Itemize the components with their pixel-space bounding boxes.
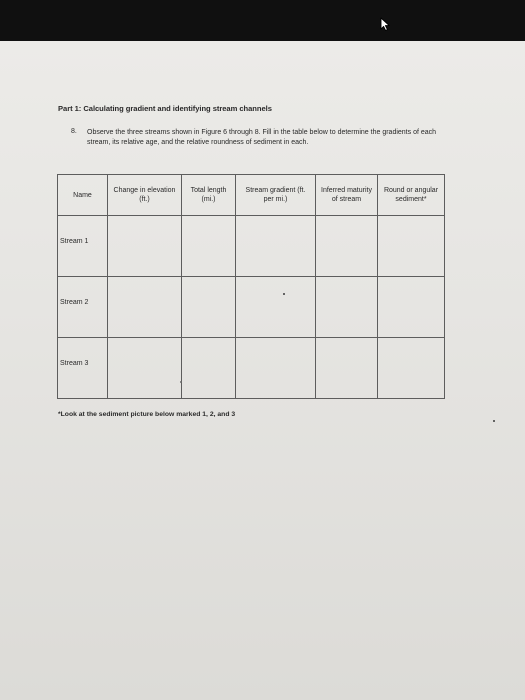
table-row [58,216,445,277]
cell-stream-gradient[interactable] [236,277,316,338]
column-header-inferred-maturity: Inferred maturity of stream [316,175,378,216]
cell-change-in-elevation[interactable] [108,216,182,277]
paper-speck [283,293,285,295]
column-header-round-or-angular: Round or angular sediment* [378,175,445,216]
cell-change-in-elevation[interactable] [108,338,182,399]
column-header-stream-gradient: Stream gradient (ft. per mi.) [236,175,316,216]
cell-round-or-angular[interactable] [378,338,445,399]
cell-total-length[interactable] [182,277,236,338]
stream-data-table [57,174,445,399]
table-row [58,338,445,399]
row-label-stream-3: Stream 3 [58,338,108,399]
cell-inferred-maturity[interactable] [316,338,378,399]
paper-speck [493,420,495,422]
cell-total-length[interactable] [182,338,236,399]
cell-inferred-maturity[interactable] [316,277,378,338]
cell-total-length[interactable] [182,216,236,277]
cell-round-or-angular[interactable] [378,216,445,277]
question-text: Observe the three streams shown in Figure 6 through 8. Fill in the table below to determine the gradients of each stream, its relative age, and the relative roundness of sediment in each. [87,129,437,146]
row-label-stream-1: Stream 1 [58,216,108,277]
column-header-total-length: Total length (mi.) [182,175,236,216]
cell-change-in-elevation[interactable] [108,277,182,338]
table-header-row [58,175,445,216]
cell-stream-gradient[interactable] [236,338,316,399]
page-title: Part 1: Calculating gradient and identifying stream channels [58,104,272,113]
column-header-name: Name [58,175,108,216]
paper-speck [180,381,182,383]
row-label-stream-2: Stream 2 [58,277,108,338]
cell-inferred-maturity[interactable] [316,216,378,277]
question-number: 8. [71,128,77,135]
sediment-footnote: *Look at the sediment picture below marked 1, 2, and 3 [58,411,236,418]
cell-round-or-angular[interactable] [378,277,445,338]
cell-stream-gradient[interactable] [236,216,316,277]
dark-top-band [0,0,525,41]
mouse-pointer-icon [380,17,392,31]
table-row [58,277,445,338]
column-header-change-in-elevation: Change in elevation (ft.) [108,175,182,216]
